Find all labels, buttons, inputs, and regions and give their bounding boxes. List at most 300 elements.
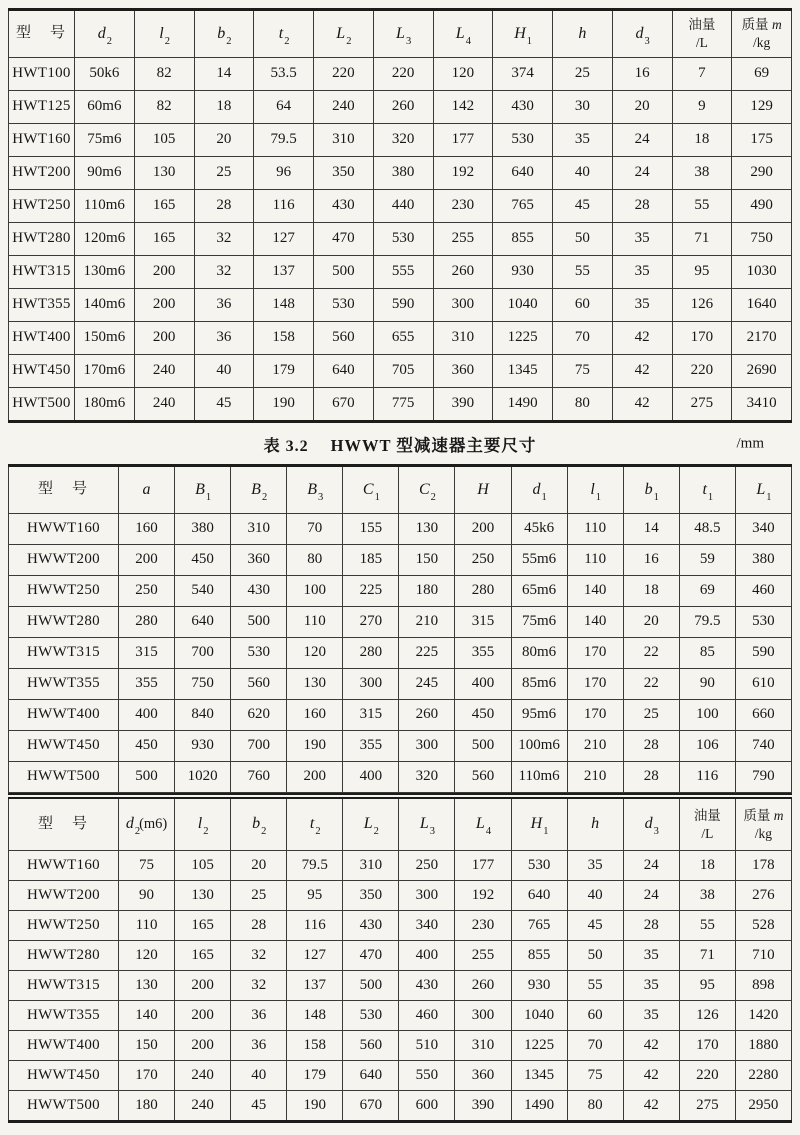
value-cell: 130	[175, 881, 231, 911]
table-row	[9, 355, 792, 388]
value-cell: 14	[623, 514, 679, 545]
value-cell: 855	[511, 941, 567, 971]
value-cell: 1490	[511, 1091, 567, 1122]
value-cell: 240	[175, 1061, 231, 1091]
value-cell: 165	[134, 190, 194, 223]
value-cell: 750	[732, 223, 792, 256]
table-row	[9, 762, 792, 793]
value-cell: 200	[134, 322, 194, 355]
value-cell: 2690	[732, 355, 792, 388]
value-cell: 260	[373, 91, 433, 124]
value-cell: 126	[672, 289, 732, 322]
value-cell: 140	[567, 607, 623, 638]
table-body	[9, 851, 792, 1122]
model-cell: HWWT400	[9, 700, 119, 731]
dimension-column-header: $d_3$	[623, 796, 679, 851]
value-cell: 340	[399, 911, 455, 941]
table-header	[9, 10, 792, 58]
value-cell: 95	[672, 256, 732, 289]
dimension-column-header: $C_1$	[343, 466, 399, 514]
value-cell: 310	[455, 1031, 511, 1061]
value-cell: 275	[672, 388, 732, 422]
value-cell: 560	[314, 322, 374, 355]
model-cell: HWWT200	[9, 881, 119, 911]
value-cell: 35	[623, 941, 679, 971]
value-cell: 200	[134, 289, 194, 322]
value-cell: 320	[373, 124, 433, 157]
value-cell: 20	[612, 91, 672, 124]
model-cell: HWWT450	[9, 1061, 119, 1091]
dimension-column-header: $H_1$	[493, 10, 553, 58]
value-cell: 300	[343, 669, 399, 700]
value-cell: 390	[433, 388, 493, 422]
value-cell: 64	[254, 91, 314, 124]
unit-label: /mm	[736, 435, 764, 451]
value-cell: 1040	[493, 289, 553, 322]
value-cell: 127	[287, 941, 343, 971]
value-cell: 640	[343, 1061, 399, 1091]
value-cell: 500	[343, 971, 399, 1001]
value-cell: 200	[175, 1031, 231, 1061]
value-cell: 155	[343, 514, 399, 545]
value-cell: 930	[175, 731, 231, 762]
value-cell: 655	[373, 322, 433, 355]
value-cell: 1040	[511, 1001, 567, 1031]
value-cell: 225	[343, 576, 399, 607]
quantity-column-header: 质量 m /kg	[732, 10, 792, 58]
value-cell: 45	[231, 1091, 287, 1122]
value-cell: 220	[314, 58, 374, 91]
value-cell: 210	[399, 607, 455, 638]
table-row	[9, 1091, 792, 1122]
value-cell: 24	[612, 124, 672, 157]
model-cell: HWT250	[9, 190, 75, 223]
dimension-column-header: $L_2$	[314, 10, 374, 58]
value-cell: 220	[373, 58, 433, 91]
value-cell: 640	[314, 355, 374, 388]
table-row	[9, 223, 792, 256]
dimension-column-header: $b_2$	[194, 10, 254, 58]
model-cell: HWWT500	[9, 762, 119, 793]
value-cell: 79.5	[679, 607, 735, 638]
value-cell: 55	[679, 911, 735, 941]
value-cell: 130	[134, 157, 194, 190]
value-cell: 430	[231, 576, 287, 607]
value-cell: 130	[399, 514, 455, 545]
value-cell: 42	[623, 1031, 679, 1061]
model-cell: HWWT280	[9, 941, 119, 971]
value-cell: 276	[735, 881, 791, 911]
dimension-column-header: $B_2$	[231, 466, 287, 514]
value-cell: 32	[231, 971, 287, 1001]
value-cell: 1640	[732, 289, 792, 322]
table-row	[9, 157, 792, 190]
value-cell: 165	[175, 911, 231, 941]
value-cell: 55m6	[511, 545, 567, 576]
dimension-column-header: $L_3$	[373, 10, 433, 58]
value-cell: 177	[433, 124, 493, 157]
value-cell: 90	[679, 669, 735, 700]
model-cell: HWWT160	[9, 851, 119, 881]
table-row	[9, 669, 792, 700]
value-cell: 16	[612, 58, 672, 91]
value-cell: 180m6	[75, 388, 135, 422]
value-cell: 137	[287, 971, 343, 1001]
value-cell: 75	[119, 851, 175, 881]
value-cell: 2170	[732, 322, 792, 355]
value-cell: 32	[194, 256, 254, 289]
table-body	[9, 514, 792, 793]
value-cell: 1490	[493, 388, 553, 422]
value-cell: 1225	[493, 322, 553, 355]
value-cell: 18	[672, 124, 732, 157]
value-cell: 142	[433, 91, 493, 124]
value-cell: 24	[623, 851, 679, 881]
dimension-column-header: $d_2$	[75, 10, 135, 58]
value-cell: 120m6	[75, 223, 135, 256]
table-number: 表 3.2	[263, 437, 309, 455]
model-cell: HWT400	[9, 322, 75, 355]
value-cell: 45	[194, 388, 254, 422]
value-cell: 255	[455, 941, 511, 971]
dimension-column-header: $d_2(m6)$	[119, 796, 175, 851]
model-cell: HWWT355	[9, 669, 119, 700]
value-cell: 250	[455, 545, 511, 576]
value-cell: 110m6	[511, 762, 567, 793]
value-cell: 500	[119, 762, 175, 793]
value-cell: 60	[567, 1001, 623, 1031]
value-cell: 36	[231, 1001, 287, 1031]
value-cell: 116	[254, 190, 314, 223]
value-cell: 710	[735, 941, 791, 971]
value-cell: 79.5	[254, 124, 314, 157]
value-cell: 35	[553, 124, 613, 157]
model-cell: HWT200	[9, 157, 75, 190]
dimension-column-header: $L_4$	[433, 10, 493, 58]
dimension-column-header: $l_2$	[175, 796, 231, 851]
table-row	[9, 971, 792, 1001]
table-row	[9, 1061, 792, 1091]
table-caption	[8, 423, 792, 464]
value-cell: 240	[314, 91, 374, 124]
value-cell: 137	[254, 256, 314, 289]
value-cell: 80	[287, 545, 343, 576]
model-cell: HWT500	[9, 388, 75, 422]
value-cell: 170	[119, 1061, 175, 1091]
value-cell: 930	[493, 256, 553, 289]
value-cell: 120	[119, 941, 175, 971]
scanned-page	[8, 0, 792, 1123]
dimension-column-header: $L_1$	[735, 466, 791, 514]
value-cell: 540	[175, 576, 231, 607]
value-cell: 32	[231, 941, 287, 971]
value-cell: 530	[231, 638, 287, 669]
value-cell: 170m6	[75, 355, 135, 388]
table-row	[9, 700, 792, 731]
value-cell: 170	[679, 1031, 735, 1061]
value-cell: 220	[679, 1061, 735, 1091]
dimension-column-header: $H_1$	[511, 796, 567, 851]
value-cell: 82	[134, 91, 194, 124]
value-cell: 16	[623, 545, 679, 576]
value-cell: 192	[455, 881, 511, 911]
value-cell: 240	[175, 1091, 231, 1122]
value-cell: 200	[119, 545, 175, 576]
value-cell: 185	[343, 545, 399, 576]
value-cell: 1345	[493, 355, 553, 388]
dimension-column-header: $l_1$	[567, 466, 623, 514]
value-cell: 45	[553, 190, 613, 223]
model-cell: HWT125	[9, 91, 75, 124]
value-cell: 355	[343, 731, 399, 762]
value-cell: 40	[231, 1061, 287, 1091]
quantity-column-header: 质量 m /kg	[735, 796, 791, 851]
dimension-column-header: $d_1$	[511, 466, 567, 514]
value-cell: 22	[623, 638, 679, 669]
value-cell: 42	[612, 388, 672, 422]
value-cell: 355	[455, 638, 511, 669]
value-cell: 165	[134, 223, 194, 256]
value-cell: 490	[732, 190, 792, 223]
value-cell: 178	[735, 851, 791, 881]
dimension-column-header: $b_2$	[231, 796, 287, 851]
value-cell: 42	[623, 1091, 679, 1122]
table-row	[9, 638, 792, 669]
value-cell: 179	[254, 355, 314, 388]
model-cell: HWWT250	[9, 911, 119, 941]
value-cell: 28	[231, 911, 287, 941]
quantity-column-header: 油量 /L	[672, 10, 732, 58]
value-cell: 750	[175, 669, 231, 700]
value-cell: 25	[194, 157, 254, 190]
caption-text	[264, 432, 537, 456]
value-cell: 170	[567, 669, 623, 700]
value-cell: 79.5	[287, 851, 343, 881]
value-cell: 82	[134, 58, 194, 91]
value-cell: 290	[732, 157, 792, 190]
model-column-header: 型 号	[9, 466, 119, 514]
value-cell: 700	[175, 638, 231, 669]
table-row	[9, 322, 792, 355]
value-cell: 315	[119, 638, 175, 669]
value-cell: 45k6	[511, 514, 567, 545]
value-cell: 790	[735, 762, 791, 793]
model-cell: HWWT160	[9, 514, 119, 545]
value-cell: 177	[455, 851, 511, 881]
value-cell: 260	[433, 256, 493, 289]
value-cell: 32	[194, 223, 254, 256]
quantity-column-header: 油量 /L	[679, 796, 735, 851]
table-row	[9, 514, 792, 545]
value-cell: 45	[567, 911, 623, 941]
value-cell: 640	[511, 881, 567, 911]
value-cell: 130	[287, 669, 343, 700]
value-cell: 130m6	[75, 256, 135, 289]
value-cell: 160	[119, 514, 175, 545]
model-cell: HWT355	[9, 289, 75, 322]
table-row	[9, 1031, 792, 1061]
value-cell: 245	[399, 669, 455, 700]
dimension-column-header: $L_3$	[399, 796, 455, 851]
value-cell: 530	[343, 1001, 399, 1031]
value-cell: 30	[553, 91, 613, 124]
model-cell: HWWT280	[9, 607, 119, 638]
value-cell: 765	[493, 190, 553, 223]
value-cell: 36	[194, 322, 254, 355]
table-title: HWWT 型减速器主要尺寸	[330, 435, 537, 455]
table-row	[9, 289, 792, 322]
value-cell: 75m6	[511, 607, 567, 638]
value-cell: 200	[175, 971, 231, 1001]
value-cell: 59	[679, 545, 735, 576]
value-cell: 180	[399, 576, 455, 607]
value-cell: 270	[343, 607, 399, 638]
value-cell: 300	[399, 881, 455, 911]
value-cell: 105	[175, 851, 231, 881]
value-cell: 550	[399, 1061, 455, 1091]
table-row	[9, 576, 792, 607]
value-cell: 35	[623, 971, 679, 1001]
value-cell: 175	[732, 124, 792, 157]
value-cell: 190	[254, 388, 314, 422]
table-row	[9, 1001, 792, 1031]
value-cell: 1225	[511, 1031, 567, 1061]
value-cell: 75	[553, 355, 613, 388]
value-cell: 20	[194, 124, 254, 157]
value-cell: 360	[231, 545, 287, 576]
hwwt-dimension-table-part1	[8, 464, 792, 793]
value-cell: 24	[623, 881, 679, 911]
value-cell: 315	[343, 700, 399, 731]
value-cell: 640	[175, 607, 231, 638]
value-cell: 55	[567, 971, 623, 1001]
model-cell: HWT160	[9, 124, 75, 157]
value-cell: 210	[567, 762, 623, 793]
dimension-column-header: $L_4$	[455, 796, 511, 851]
model-cell: HWWT500	[9, 1091, 119, 1122]
model-cell: HWT315	[9, 256, 75, 289]
value-cell: 670	[343, 1091, 399, 1122]
value-cell: 440	[373, 190, 433, 223]
table-body	[9, 58, 792, 422]
value-cell: 180	[119, 1091, 175, 1122]
model-column-header: 型 号	[9, 10, 75, 58]
value-cell: 36	[194, 289, 254, 322]
table-row	[9, 91, 792, 124]
value-cell: 20	[231, 851, 287, 881]
dimension-column-header: h	[567, 796, 623, 851]
value-cell: 110	[119, 911, 175, 941]
value-cell: 100m6	[511, 731, 567, 762]
value-cell: 500	[455, 731, 511, 762]
value-cell: 350	[314, 157, 374, 190]
value-cell: 320	[399, 762, 455, 793]
table-row	[9, 881, 792, 911]
value-cell: 22	[623, 669, 679, 700]
value-cell: 148	[254, 289, 314, 322]
value-cell: 400	[399, 941, 455, 971]
table-row	[9, 190, 792, 223]
value-cell: 350	[343, 881, 399, 911]
value-cell: 28	[623, 911, 679, 941]
value-cell: 100	[679, 700, 735, 731]
table-header	[9, 796, 792, 851]
table-row	[9, 607, 792, 638]
value-cell: 126	[679, 1001, 735, 1031]
model-column-header: 型 号	[9, 796, 119, 851]
value-cell: 140m6	[75, 289, 135, 322]
value-cell: 600	[399, 1091, 455, 1122]
value-cell: 9	[672, 91, 732, 124]
value-cell: 18	[623, 576, 679, 607]
model-cell: HWWT355	[9, 1001, 119, 1031]
value-cell: 400	[119, 700, 175, 731]
model-cell: HWT280	[9, 223, 75, 256]
table-row	[9, 851, 792, 881]
table-row	[9, 58, 792, 91]
value-cell: 24	[612, 157, 672, 190]
value-cell: 640	[493, 157, 553, 190]
value-cell: 70	[287, 514, 343, 545]
value-cell: 230	[433, 190, 493, 223]
value-cell: 148	[287, 1001, 343, 1031]
value-cell: 760	[231, 762, 287, 793]
value-cell: 380	[735, 545, 791, 576]
value-cell: 160	[287, 700, 343, 731]
value-cell: 430	[399, 971, 455, 1001]
model-cell: HWWT250	[9, 576, 119, 607]
model-cell: HWWT450	[9, 731, 119, 762]
dimension-column-header: $b_1$	[623, 466, 679, 514]
value-cell: 740	[735, 731, 791, 762]
value-cell: 190	[287, 1091, 343, 1122]
value-cell: 500	[314, 256, 374, 289]
value-cell: 3410	[732, 388, 792, 422]
value-cell: 530	[735, 607, 791, 638]
value-cell: 69	[679, 576, 735, 607]
value-cell: 75	[567, 1061, 623, 1091]
value-cell: 42	[612, 322, 672, 355]
value-cell: 130	[119, 971, 175, 1001]
value-cell: 390	[455, 1091, 511, 1122]
value-cell: 260	[455, 971, 511, 1001]
value-cell: 150	[119, 1031, 175, 1061]
value-cell: 129	[732, 91, 792, 124]
table-row	[9, 545, 792, 576]
dimension-column-header: a	[119, 466, 175, 514]
table-row	[9, 731, 792, 762]
value-cell: 400	[343, 762, 399, 793]
model-cell: HWWT315	[9, 638, 119, 669]
value-cell: 855	[493, 223, 553, 256]
value-cell: 560	[455, 762, 511, 793]
value-cell: 340	[735, 514, 791, 545]
value-cell: 95	[287, 881, 343, 911]
value-cell: 280	[343, 638, 399, 669]
value-cell: 255	[433, 223, 493, 256]
value-cell: 530	[373, 223, 433, 256]
value-cell: 260	[399, 700, 455, 731]
value-cell: 90	[119, 881, 175, 911]
value-cell: 35	[612, 256, 672, 289]
value-cell: 170	[672, 322, 732, 355]
value-cell: 95	[679, 971, 735, 1001]
value-cell: 2950	[735, 1091, 791, 1122]
value-cell: 560	[231, 669, 287, 700]
value-cell: 35	[612, 223, 672, 256]
value-cell: 898	[735, 971, 791, 1001]
value-cell: 40	[553, 157, 613, 190]
